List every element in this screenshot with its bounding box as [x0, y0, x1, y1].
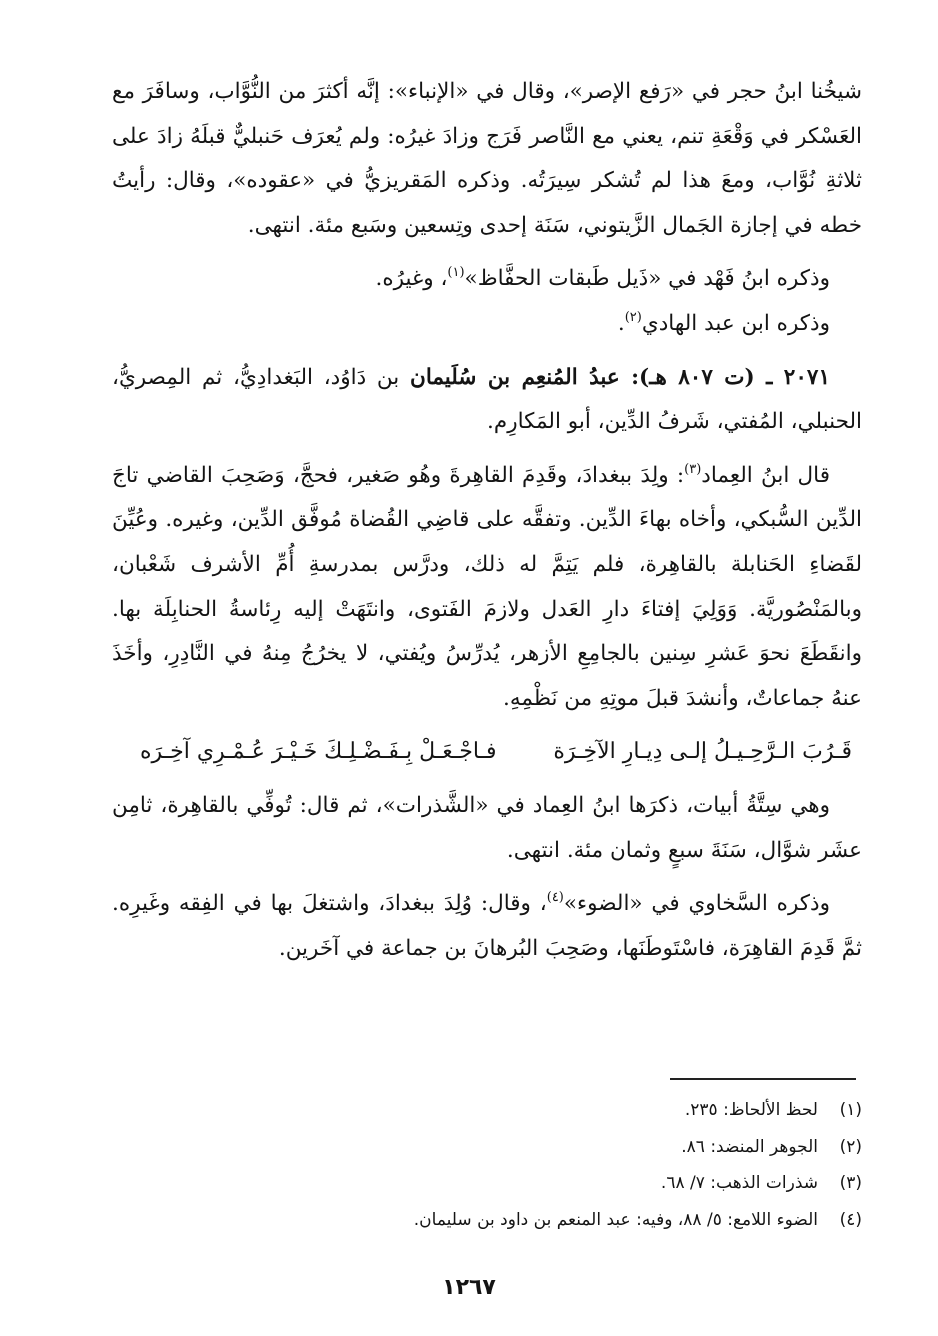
footnote-number: (٤)	[839, 1209, 862, 1230]
poem-hemistich-left: فـاجْـعَـلْ بِـفَـضْـلِـكَ خَـيْـرَ عُـمْـرِي آخِـرَه	[140, 739, 497, 765]
paragraph-sakhawi	[112, 882, 862, 971]
footnotes	[112, 1092, 862, 1238]
footnote-ref-1: (١)	[447, 265, 465, 281]
poem-verse	[112, 730, 862, 775]
paragraph-text: قال ابنُ العِماد	[701, 462, 830, 488]
footnote-ref-3: (٣)	[684, 461, 702, 477]
paragraph-ibn-alimad	[112, 454, 862, 722]
paragraph-ibn-fahd	[112, 257, 862, 302]
footnote-text: شذرات الذهب: ٧/ ٦٨.	[660, 1173, 818, 1193]
entry-heading-2071	[112, 356, 862, 445]
footnote-number: (٢)	[839, 1136, 862, 1157]
footnote-text: لحظ الألحاظ: ٢٣٥.	[684, 1100, 818, 1120]
paragraph-text: وذكره ابن عبد الهادي	[641, 310, 830, 336]
footnote-item	[112, 1202, 862, 1239]
footnote-ref-4: (٤)	[546, 890, 564, 906]
paragraph-shadharat: وهي سِتَّةُ أبيات، ذكرَها ابنُ العِماد في «الشَّذرات»، ثم قال: تُوفِّي بالقاهِرة، ثامِن عشَر شوَّال، سَنَةَ سبعٍ وثمان مئة. انتهى.	[112, 792, 862, 863]
entry-title: ٢٠٧١ ـ (ت ٨٠٧ هـ): عبدُ المُنعِم بن سُلَيمان	[410, 364, 830, 390]
page-number: ١٢٦٧	[442, 1275, 496, 1300]
paragraph-ibn-abd-alhadi	[112, 302, 862, 347]
footnote-item	[112, 1092, 862, 1129]
poem-hemistich-right: قَـرُبَ الـرَّحِـيـلُ إلـى دِيـارِ الآخِـرَة	[553, 739, 852, 765]
paragraph-text: وذكره السَّخاوي في «الضوء»	[563, 891, 830, 917]
footnote-item	[112, 1165, 862, 1202]
paragraph-continuation: شيخُنا ابنُ حجر في «رَفع الإصر»، وقال في «الإنباء»: إنَّه أكثرَ من النُّوَّاب، وسافَرَ مع العَسْكر في وَقْعَةِ تنم، يعني مع النَّاصر فَرَج وزادَ غيرُه: ولم يُعرَف حَنبليٌّ قبلَهُ زادَ على ثلاثةِ نُوَّاب، ومعَ هذا لم تُشكر سِيرَتُه. وذكره المَقريزيُّ في «عقوده»، وقال: رأيتُ خطه في إجازة الجَمال الزَّيتوني، سَنَة إحدى وتِسعين وسَبع مئة. انتهى.	[112, 79, 862, 238]
footnote-separator	[670, 1078, 856, 1080]
paragraph-text-rest: ، وغيرُه.	[375, 266, 448, 292]
paragraph-text-rest: : ولِدَ ببغدادَ، وقَدِمَ القاهِرةَ وهُو صَغير، فحجَّ، وَصَحِبَ القاضي تاجَ الدِّين السُّبكي، وأخاه بهاءَ الدِّين. وتفقَّه على قاضِي القُضاة مُوفَّق الدِّين، وغيره. وعُيِّنَ لقَضاءِ الحَنابلة بالقاهِرة، فلم يَتِمَّ له ذلك، ودرَّس بمدرسةِ أُمِّ الأشرف شَعْبان، وبالمَنْصُوريَّة. وَوَلِيَ إفتاءَ دارِ العَدل ولازمَ الفَتوى، وانتَهَتْ إليه رِئاسةُ الحنابِلَة بها. وانقَطَعَ نحوَ عَشرِ سِنين بالجامِعِ الأزهر، يُدرِّسُ ويُفتي، لا يخرُجُ مِنهُ في النَّادِرِ، وأخَذَ عنهُ جماعاتٌ، وأنشدَ قبلَ موتِهِ من نَظْمِهِ.	[112, 462, 862, 711]
paragraph-text-rest: ، وقال: وُلِدَ ببغدادَ، واشتغلَ بها في الفِقه وغَيرِه. ثمَّ قَدِمَ القاهِرَة، فاسْتَوطَنَها، وصَحِبَ البُرهانَ بن جماعة في آخَرين.	[112, 891, 862, 961]
footnote-number: (١)	[839, 1100, 862, 1120]
main-text	[112, 70, 862, 971]
entry-title-rest: بن دَاوُد، البَغدادِيُّ، ثم المِصريُّ، الحنبلي، المُفتي، شَرفُ الدِّين، أبو المَكارِم.	[112, 364, 862, 435]
footnote-item	[112, 1129, 862, 1166]
paragraph-text-rest: .	[617, 310, 625, 336]
footnote-text: الضوء اللامع: ٥/ ٨٨، وفيه: عبد المنعم بن داود بن سليمان.	[413, 1209, 818, 1230]
footnote-text: الجوهر المنضد: ٨٦.	[681, 1136, 818, 1157]
paragraph-text: وذكره ابنُ فَهْد في «ذَيل طَبقات الحفَّاظ»	[464, 266, 830, 292]
footnote-number: (٣)	[839, 1173, 862, 1193]
footnote-ref-2: (٢)	[624, 309, 642, 325]
